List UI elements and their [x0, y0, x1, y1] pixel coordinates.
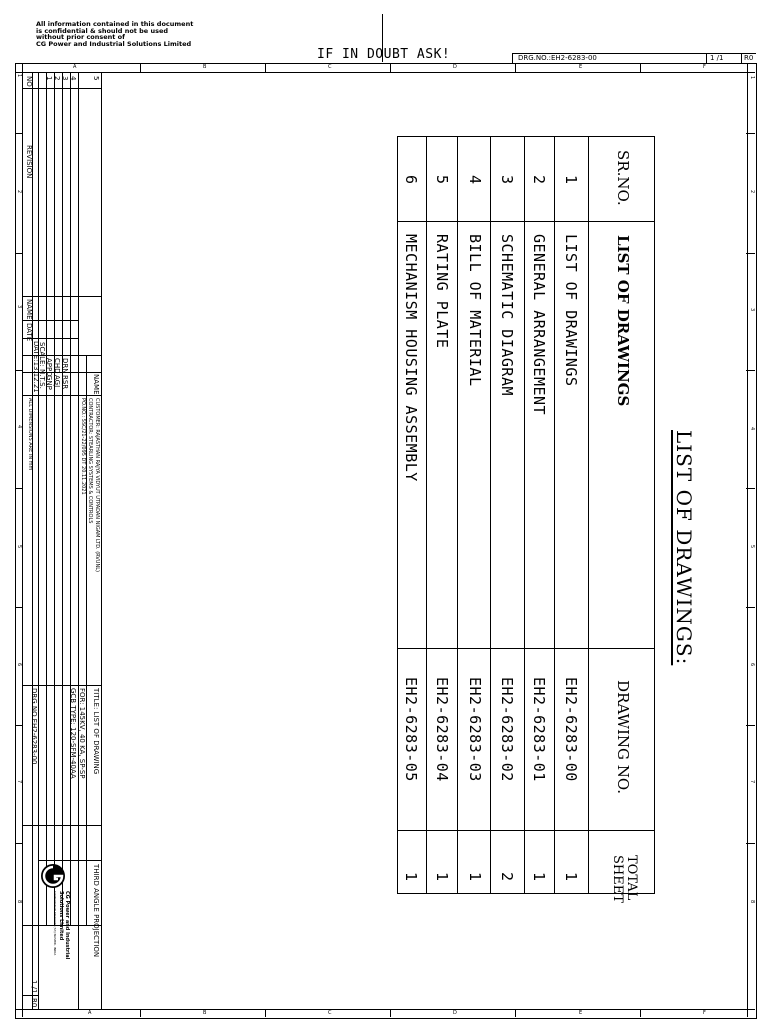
table-row-title: SCHEMATIC DIAGRAM [498, 234, 516, 397]
table-row-total: 2 [498, 872, 516, 882]
table-row-title: LIST OF DRAWINGS [562, 234, 580, 387]
dims-note: ALL DIMENSIONS ARE IN mm [27, 398, 33, 471]
table-row-title: MECHANISM HOUSING ASSEMBLY [402, 234, 420, 482]
header-total-sheet: TOTAL SHEET [610, 855, 639, 903]
drawing-title: TITLE: LIST OF DRAWING [92, 688, 100, 775]
company-sub: SWITCHGEAR DIVISION (S3) NASHIK, INDIA [53, 891, 57, 956]
table-row-drawing: EH2-6283-04 [433, 677, 451, 782]
rev-num: 4 [69, 76, 77, 81]
header-sheet: 1 /1 [710, 54, 724, 62]
table-row-sr: 3 [498, 175, 516, 185]
table-row-drawing: EH2-6283-03 [466, 677, 484, 782]
contractor: CONTRACTOR: STEARLING SYSTEMS & CONTROLS [87, 398, 93, 524]
table-row-title: BILL OF MATERIAL [466, 234, 484, 387]
header-rev: R0 [744, 54, 754, 62]
role-drn: DRN [61, 358, 69, 374]
title-block-drg-no: DRG.NO.EH2-6283-00 [30, 688, 38, 765]
company-name: CG Power and Industrial [64, 891, 70, 960]
title-block-sheet: 1 /1 [30, 980, 38, 994]
for-spec: FOR: 145KV, 40 KA, SP-SP [78, 688, 86, 779]
date-label: DATE [25, 323, 33, 342]
header-drawing-no: DRAWING NO. [614, 680, 632, 795]
revision-label: REVISION [25, 145, 33, 179]
gcb-type: GCB TYPE: 120-SFM-40AA [69, 688, 77, 779]
table-row-drawing: EH2-6283-05 [402, 677, 420, 782]
scale: SCALE: N.T.S. [38, 342, 46, 389]
name-agj: AGJ [53, 375, 61, 388]
rev-num: 5 [92, 76, 100, 81]
table-row-sr: 4 [466, 175, 484, 185]
table-row-total: 1 [433, 872, 451, 882]
doubt-note: IF IN DOUBT ASK! [317, 47, 451, 62]
date-value: DATE:13.12.21 [32, 341, 40, 393]
table-row-total: 1 [530, 872, 548, 882]
table-row-sr: 6 [402, 175, 420, 185]
role-chd: CHD [53, 358, 61, 374]
header-sr-no: SR.NO. [614, 150, 632, 206]
table-row-drawing: EH2-6283-02 [498, 677, 516, 782]
grid-col-top: A B C D E F [73, 64, 706, 70]
table-row-title: RATING PLATE [433, 234, 451, 349]
name-label: NAME [25, 299, 33, 320]
header-list-of-drawings: LIST OF DRAWINGS [614, 235, 632, 407]
company-name-line2: Solutions Limited [58, 891, 64, 941]
rev-num: 3 [61, 76, 69, 81]
role-appd: APPD [45, 358, 53, 377]
name-rsr: RSR [61, 375, 69, 390]
grid-col-bottom: A B C D E F [88, 1010, 706, 1016]
table-row-drawing: EH2-6283-00 [562, 677, 580, 782]
name-gnp: GNP [45, 375, 53, 390]
table-row-sr: 1 [562, 175, 580, 185]
table-row-sr: 2 [530, 175, 548, 185]
title-block-rev: R0 [30, 998, 38, 1008]
table-row-drawing: EH2-6283-01 [530, 677, 548, 782]
projection: THIRD ANGLE PROJECTION [92, 864, 100, 958]
names-header: NAME [92, 374, 100, 395]
no-label: NO [25, 76, 33, 87]
table-row-title: GENERAL ARRANGEMENT [530, 234, 548, 416]
table-row-sr: 5 [433, 175, 451, 185]
rev-num: 2 [53, 76, 61, 81]
main-title: LIST OF DRAWINGS: [672, 430, 696, 666]
cg-logo-icon [40, 863, 66, 889]
table-row-total: 1 [466, 872, 484, 882]
customer: CUSTOMER: RAJASTHAN RAJYA VIDYUT UTPADAN NIGAM LTD. (RVUNL) [94, 398, 100, 572]
table-row-total: 1 [562, 872, 580, 882]
table-row-total: 1 [402, 872, 420, 882]
header-drg-no: DRG.NO.:EH2-6283-00 [518, 54, 597, 62]
po-number: PO.NO.: SSC/21-22/095 DT 20.11.2021 [80, 398, 86, 495]
confidential-notice: All information contained in this document is confidential & should not be used without prior consent of CG Power and Industrial Solutions Limited [36, 20, 194, 48]
rev-num: 1 [45, 76, 53, 81]
